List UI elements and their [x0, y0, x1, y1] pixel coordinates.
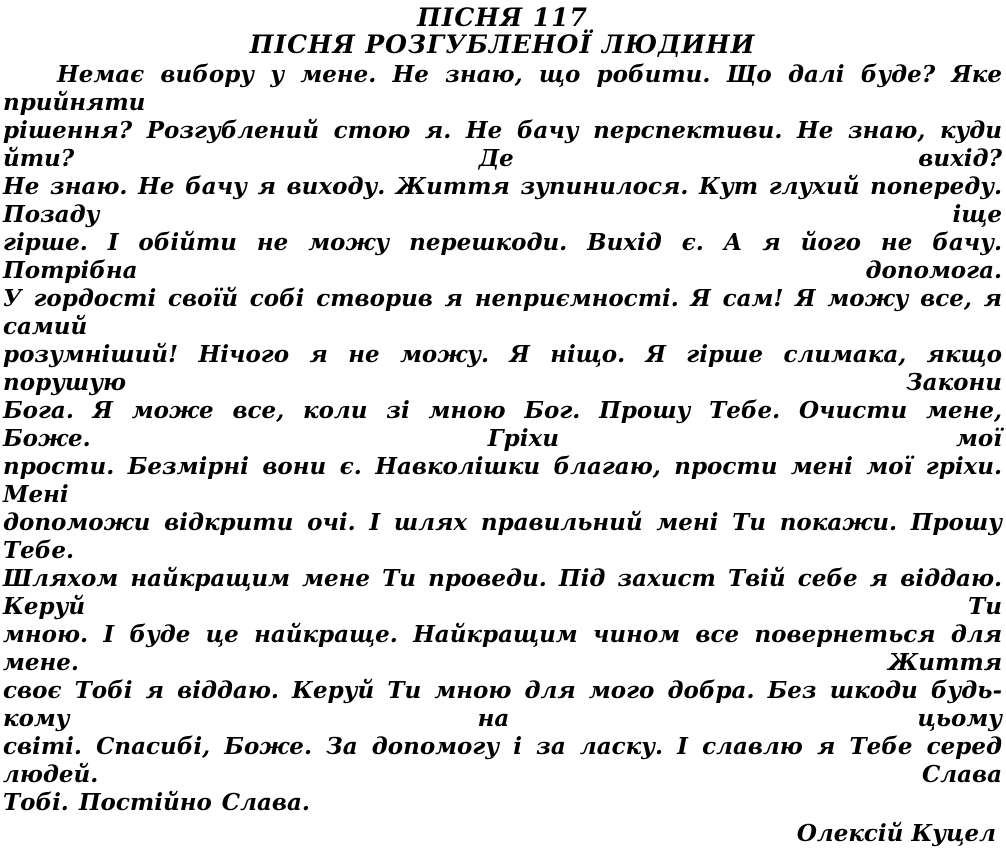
text-line-11: мною. І буде це найкраще. Найкращим чином все повернеться для мене. Життя — [3, 621, 1002, 676]
text-line-1: Немає вибору у мене. Не знаю, що робити. Що далі буде? Яке прийняти — [3, 61, 1002, 116]
text-line-4: гірше. І обійти не можу перешкоди. Вихід є. А я його не бачу. Потрібна допомога. — [3, 229, 1002, 284]
text-line-6: розумніший! Нічого я не можу. Я ніщо. Я гірше слимака, якщо порушую Закони — [3, 341, 1002, 396]
song-name-title: ПІСНЯ РОЗГУБЛЕНОЇ ЛЮДИНИ — [249, 30, 756, 59]
text-line-10: Шляхом найкращим мене Ти проведи. Під захист Твій себе я віддаю. Керуй Ти — [3, 565, 1002, 620]
text-line-8: прости. Безмірні вони є. Навколішки благаю, прости мені мої гріхи. Мені — [3, 453, 1002, 508]
text-line-9: допоможи відкрити очі. І шлях правильний мені Ти покажи. Прошу Тебе. — [3, 509, 1002, 564]
song-number-title: ПІСНЯ 117 — [417, 3, 588, 32]
text-line-14: Тобі. Постійно Слава. — [3, 789, 310, 816]
text-line-3: Не знаю. Не бачу я виходу. Життя зупинилося. Кут глухий попереду. Позаду іще — [3, 173, 1002, 228]
author-signature: Олексій Куцел — [796, 820, 996, 847]
text-line-7: Бога. Я може все, коли зі мною Бог. Прошу Тебе. Очисти мене, Боже. Гріхи мої — [3, 397, 1002, 452]
text-line-5: У гордості своїй собі створив я неприємності. Я сам! Я можу все, я самий — [3, 285, 1002, 340]
text-line-2: рішення? Розгублений стою я. Не бачу перспективи. Не знаю, куди йти? Де вихід? — [3, 117, 1002, 172]
song-text-body — [3, 61, 1002, 817]
text-line-12: своє Тобі я віддаю. Керуй Ти мною для мого добра. Без шкоди будь-кому на цьому — [3, 677, 1002, 732]
text-line-13: світі. Спасибі, Боже. За допомогу і за ласку. І славлю я Тебе серед людей. Слава — [3, 733, 1002, 788]
